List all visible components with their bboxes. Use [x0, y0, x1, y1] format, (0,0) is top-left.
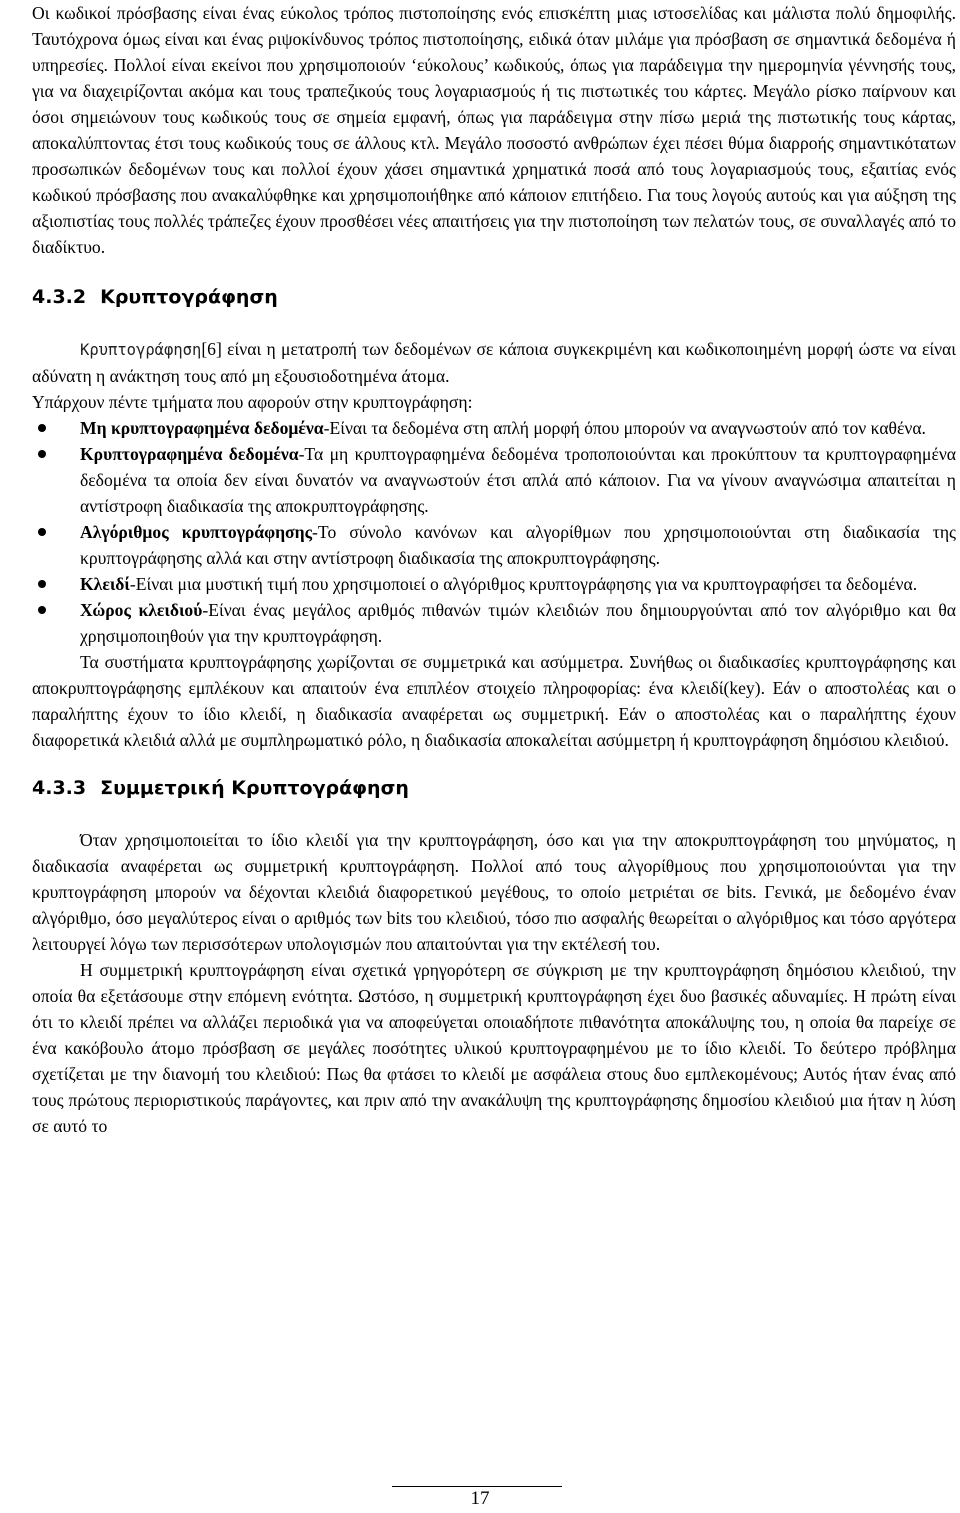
- section-title: Κρυπτογράφηση: [100, 286, 278, 308]
- bullet-icon: [38, 580, 46, 588]
- list-item: [32, 571, 956, 597]
- list-item-term: Αλγόριθμος κρυπτογράφησης: [80, 522, 313, 542]
- list-item-text: -Το σύνολο κανόνων και αλγορίθμων που χρησιμοποιούνται στη διαδικασία της κρυπτογράφησης αλλά και στην αντίστροφη διαδικασία της αποκρυπτογράφησης.: [80, 522, 956, 568]
- section-heading-4-3-2: [32, 284, 956, 310]
- symmetric-paragraph-2: Η συμμετρική κρυπτογράφηση είναι σχετικά γρηγορότερη σε σύγκριση με την κρυπτογράφηση δημόσιου κλειδιού, την οποία θα εξετάσουμε στην επόμενη ενότητα. Ωστόσο, η συμμετρική κρυπτογράφηση έχει δυο βασικές αδυναμίες. Η πρώτη είναι ότι το κλειδί πρέπει να αλλάζει περιοδικά για να αποφεύγεται οποιαδήποτε πιθανότητα αποκάλυψης του, η οποία θα παρείχε σε ένα κακόβουλο άτομο πρόσβαση σε μεγάλες ποσότητες υλικού κρυπτογραφημένου με το ίδιο κλειδί. Το δεύτερο πρόβλημα σχετίζεται με την διανομή του κλειδιού: Πως θα φτάσει το κλειδί με ασφάλεια στους δυο εμπλεκομένους; Αυτός ήταν ένας από τους πρώτους περιοριστικούς παράγοντες, και πριν από την ανακάλυψη της κρυπτογράφησης δημοσίου κλειδιού μια ήταν η λύση σε αυτό το: [32, 960, 956, 1136]
- bullet-icon: [38, 450, 46, 458]
- list-item: [32, 415, 956, 441]
- list-item: [32, 519, 956, 571]
- section-title: Συμμετρική Κρυπτογράφηση: [100, 777, 409, 799]
- list-item-text: -Είναι ένας μεγάλος αριθμός πιθανών τιμών κλειδιών που δημιουργούνται από τον αλγόριθμο και θα χρησιμοποιηθούν για την κρυπτογράφηση.: [80, 600, 956, 646]
- list-item-term: Κλειδί: [80, 574, 130, 594]
- symmetric-paragraph-1: Όταν χρησιμοποιείται το ίδιο κλειδί για την κρυπτογράφηση, όσο και για την αποκρυπτογράφηση του μηνύματος, η διαδικασία αναφέρεται ως συμμετρική κρυπτογράφηση. Πολλοί από τους αλγορίθμους που χρησιμοποιούνται για την κρυπτογράφηση μπορούν να δέχονται κλειδιά διαφορετικού μεγέθους, το οποίο μετριέται σε bits. Γενικά, με δεδομένο έναν αλγόριθμο, όσο μεγαλύτερος είναι ο αριθμός των bits του κλειδιού, τόσο πιο ασφαλής θεωρείται ο αλγόριθμος και τόσο αργότερα λειτουργεί λόγω των περισσότερων υπολογισμών που απαιτούνται για την εκτέλεσή του.: [32, 830, 956, 954]
- list-item: [32, 441, 956, 519]
- list-item-term: Μη κρυπτογραφημένα δεδομένα: [80, 418, 324, 438]
- definition-term: Κρυπτογράφηση: [80, 341, 202, 359]
- section-number: 4.3.3: [32, 777, 87, 799]
- intro-paragraph: Οι κωδικοί πρόσβασης είναι ένας εύκολος τρόπος πιστοποίησης ενός επισκέπτη μιας ιστοσελίδας και μάλιστα πολύ δημοφιλής. Ταυτόχρονα όμως είναι και ένας ριψοκίνδυνος τρόπος πιστοποίησης, ειδικά όταν μιλάμε για πρόσβαση σε σημαντικά δεδομένα ή υπηρεσίες. Πολλοί είναι εκείνοι που χρησιμοποιούν ‘εύκολους’ κωδικούς, όπως για παράδειγμα την ημερομηνία γέννησής τους, για να διαχειρίζονται ακόμα και τους τραπεζικούς τους λογαριασμούς ή τις πιστωτικές του κάρτες. Μεγάλο ρίσκο παίρνουν και όσοι σημειώνουν τους κωδικούς τους σε σημεία εμφανή, όπως για παράδειγμα στην πίσω μεριά της πιστωτικής τους κάρτας, αποκαλύπτοντας έτσι τους κωδικούς τους σε άλλους κτλ. Μεγάλο ποσοστό ανθρώπων έχει πέσει θύμα διαρροής σημαντικότατων προσωπικών δεδομένων τους και πολλοί έχουν χάσει σημαντικά χρηματικά ποσά από τους λογαριασμούς τους, εξαιτίας ενός κωδικού πρόσβασης που ανακαλύφθηκε και χρησιμοποιήθηκε από κάποιον επιτήδειο. Για τους λογούς αυτούς και για αύξηση της αξιοπιστίας τους πολλές τράπεζες έχουν προσθέσει νέες απαιτήσεις για την πιστοποίηση των πελατών τους, σε συναλλαγές από το διαδίκτυο.: [32, 3, 956, 257]
- list-intro: Υπάρχουν πέντε τμήματα που αφορούν στην κρυπτογράφηση:: [32, 392, 473, 412]
- list-item-term: Χώρος κλειδιού: [80, 600, 203, 620]
- page-content: [32, 0, 956, 1139]
- definition-reference: [6]: [201, 339, 222, 359]
- page-number: 17: [470, 1488, 490, 1509]
- section-number: 4.3.2: [32, 286, 87, 308]
- list-item-text: -Τα μη κρυπτογραφημένα δεδομένα τροποποιούνται και προκύπτουν τα κρυπτογραφημένα δεδομένα τα οποία δεν είναι δυνατόν να αναγνωστούν έτσι απλά από κάποιον. Για να γίνουν αναγνώσιμα απαιτείται η αντίστροφη διαδικασία της αποκρυπτογράφησης.: [80, 444, 956, 516]
- definition-text: είναι η μετατροπή των δεδομένων σε κάποια συγκεκριμένη και κωδικοποιημένη μορφή ώστε να είναι αδύνατη η ανάκτηση τους από μη εξουσιοδοτημένα άτομα.: [32, 339, 956, 386]
- list-item-text: -Είναι τα δεδομένα στη απλή μορφή όπου μπορούν να αναγνωστούν από τον καθένα.: [323, 418, 926, 438]
- components-list: [32, 415, 956, 649]
- list-item-text: -Είναι μια μυστική τιμή που χρησιμοποιεί ο αλγόριθμος κρυπτογράφησης για να κρυπτογραφήσει τα δεδομένα.: [129, 574, 918, 594]
- list-item-term: Κρυπτογραφημένα δεδομένα: [80, 444, 299, 464]
- bullet-icon: [38, 528, 46, 536]
- bullet-icon: [38, 424, 46, 432]
- bullet-icon: [38, 606, 46, 614]
- definition-paragraph: [32, 336, 956, 389]
- closing-paragraph: Τα συστήματα κρυπτογράφησης χωρίζονται σε συμμετρικά και ασύμμετρα. Συνήθως οι διαδικασίες κρυπτογράφησης και αποκρυπτογράφησης εμπλέκουν και απαιτούν ένα επιπλέον στοιχείο πληροφορίας: ένα κλειδί(key). Εάν ο αποστολέας και ο παραλήπτης έχουν το ίδιο κλειδί, η διαδικασία αναφέρεται ως συμμετρική. Εάν ο αποστολέας και ο παραλήπτης έχουν διαφορετικά κλειδιά αλλά με συμπληρωματικό ρόλο, η διαδικασία αποκαλείται ασύμμετρη ή κρυπτογράφηση δημόσιου κλειδιού.: [32, 652, 956, 750]
- section-heading-4-3-3: [32, 775, 956, 801]
- list-item: [32, 597, 956, 649]
